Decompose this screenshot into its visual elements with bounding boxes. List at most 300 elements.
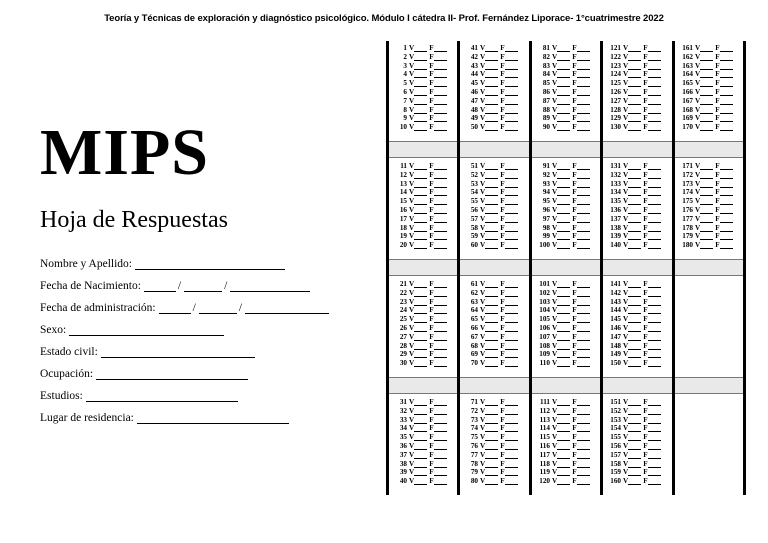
false-answer-blank[interactable] <box>505 180 518 188</box>
false-answer-blank[interactable] <box>648 333 661 341</box>
true-answer-blank[interactable] <box>485 106 498 114</box>
true-answer-blank[interactable] <box>628 241 641 249</box>
false-answer-blank[interactable] <box>648 106 661 114</box>
false-answer-blank[interactable] <box>577 433 590 441</box>
true-answer-blank[interactable] <box>485 324 498 332</box>
answer-item[interactable] <box>464 433 530 442</box>
true-answer-blank[interactable] <box>628 315 641 323</box>
false-answer-blank[interactable] <box>434 424 447 432</box>
answer-item[interactable] <box>679 114 745 123</box>
false-answer-blank[interactable] <box>505 188 518 196</box>
answer-item[interactable] <box>607 97 673 106</box>
true-answer-blank[interactable] <box>628 180 641 188</box>
false-answer-blank[interactable] <box>648 171 661 179</box>
answer-item[interactable] <box>393 224 459 233</box>
false-answer-blank[interactable] <box>577 70 590 78</box>
answer-item[interactable] <box>393 289 459 298</box>
false-answer-blank[interactable] <box>434 451 447 459</box>
true-answer-blank[interactable] <box>557 477 570 485</box>
true-answer-blank[interactable] <box>628 350 641 358</box>
answer-item[interactable] <box>607 162 673 171</box>
true-answer-blank[interactable] <box>700 180 713 188</box>
answer-item[interactable] <box>607 114 673 123</box>
answer-item[interactable] <box>607 298 673 307</box>
false-answer-blank[interactable] <box>434 79 447 87</box>
false-answer-blank[interactable] <box>505 416 518 424</box>
answer-item[interactable] <box>464 280 530 289</box>
false-answer-blank[interactable] <box>648 88 661 96</box>
false-answer-blank[interactable] <box>434 180 447 188</box>
false-answer-blank[interactable] <box>648 232 661 240</box>
answer-item[interactable] <box>464 232 530 241</box>
answer-item[interactable] <box>607 70 673 79</box>
answer-item[interactable] <box>393 197 459 206</box>
answer-item[interactable] <box>464 70 530 79</box>
answer-item[interactable] <box>464 44 530 53</box>
true-answer-blank[interactable] <box>700 241 713 249</box>
occupation-field[interactable] <box>40 358 329 380</box>
true-answer-blank[interactable] <box>628 460 641 468</box>
false-answer-blank[interactable] <box>434 114 447 122</box>
false-answer-blank[interactable] <box>577 350 590 358</box>
true-answer-blank[interactable] <box>557 324 570 332</box>
true-answer-blank[interactable] <box>557 79 570 87</box>
true-answer-blank[interactable] <box>628 416 641 424</box>
true-answer-blank[interactable] <box>557 88 570 96</box>
true-answer-blank[interactable] <box>628 324 641 332</box>
true-answer-blank[interactable] <box>485 70 498 78</box>
answer-item[interactable] <box>393 460 459 469</box>
true-answer-blank[interactable] <box>557 424 570 432</box>
true-answer-blank[interactable] <box>628 342 641 350</box>
true-answer-blank[interactable] <box>700 62 713 70</box>
true-answer-blank[interactable] <box>628 289 641 297</box>
false-answer-blank[interactable] <box>505 342 518 350</box>
false-answer-blank[interactable] <box>648 451 661 459</box>
false-answer-blank[interactable] <box>720 162 733 170</box>
false-answer-blank[interactable] <box>577 333 590 341</box>
answer-item[interactable] <box>393 180 459 189</box>
answer-item[interactable] <box>464 442 530 451</box>
false-answer-blank[interactable] <box>505 114 518 122</box>
false-answer-blank[interactable] <box>648 324 661 332</box>
true-answer-blank[interactable] <box>414 407 427 415</box>
answer-item[interactable] <box>393 171 459 180</box>
false-answer-blank[interactable] <box>577 79 590 87</box>
true-answer-blank[interactable] <box>557 188 570 196</box>
studies-line[interactable] <box>86 389 238 402</box>
true-answer-blank[interactable] <box>628 298 641 306</box>
false-answer-blank[interactable] <box>648 407 661 415</box>
answer-item[interactable] <box>679 171 745 180</box>
answer-item[interactable] <box>607 333 673 342</box>
true-answer-blank[interactable] <box>485 416 498 424</box>
answer-item[interactable] <box>536 477 602 486</box>
true-answer-blank[interactable] <box>485 123 498 131</box>
false-answer-blank[interactable] <box>577 106 590 114</box>
true-answer-blank[interactable] <box>414 460 427 468</box>
true-answer-blank[interactable] <box>557 97 570 105</box>
answer-item[interactable] <box>679 62 745 71</box>
answer-item[interactable] <box>464 359 530 368</box>
answer-item[interactable] <box>536 232 602 241</box>
false-answer-blank[interactable] <box>577 424 590 432</box>
true-answer-blank[interactable] <box>414 53 427 61</box>
false-answer-blank[interactable] <box>434 215 447 223</box>
true-answer-blank[interactable] <box>700 44 713 52</box>
true-answer-blank[interactable] <box>628 407 641 415</box>
answer-item[interactable] <box>679 88 745 97</box>
false-answer-blank[interactable] <box>434 359 447 367</box>
false-answer-blank[interactable] <box>505 442 518 450</box>
answer-item[interactable] <box>393 70 459 79</box>
false-answer-blank[interactable] <box>648 241 661 249</box>
false-answer-blank[interactable] <box>505 324 518 332</box>
name-field[interactable] <box>40 248 329 270</box>
true-answer-blank[interactable] <box>700 206 713 214</box>
answer-item[interactable] <box>393 315 459 324</box>
true-answer-blank[interactable] <box>628 188 641 196</box>
false-answer-blank[interactable] <box>577 298 590 306</box>
true-answer-blank[interactable] <box>485 97 498 105</box>
answer-item[interactable] <box>393 88 459 97</box>
true-answer-blank[interactable] <box>557 114 570 122</box>
false-answer-blank[interactable] <box>505 53 518 61</box>
false-answer-blank[interactable] <box>720 97 733 105</box>
answer-item[interactable] <box>679 241 745 250</box>
false-answer-blank[interactable] <box>434 206 447 214</box>
true-answer-blank[interactable] <box>628 215 641 223</box>
true-answer-blank[interactable] <box>414 306 427 314</box>
false-answer-blank[interactable] <box>577 224 590 232</box>
answer-item[interactable] <box>393 79 459 88</box>
false-answer-blank[interactable] <box>577 188 590 196</box>
true-answer-blank[interactable] <box>700 123 713 131</box>
answer-item[interactable] <box>393 44 459 53</box>
true-answer-blank[interactable] <box>414 350 427 358</box>
birth-date-field[interactable] <box>40 270 329 292</box>
false-answer-blank[interactable] <box>434 280 447 288</box>
false-answer-blank[interactable] <box>648 289 661 297</box>
answer-item[interactable] <box>607 241 673 250</box>
answer-item[interactable] <box>464 224 530 233</box>
answer-item[interactable] <box>679 162 745 171</box>
false-answer-blank[interactable] <box>648 215 661 223</box>
false-answer-blank[interactable] <box>434 306 447 314</box>
answer-item[interactable] <box>607 123 673 132</box>
true-answer-blank[interactable] <box>628 232 641 240</box>
false-answer-blank[interactable] <box>577 451 590 459</box>
true-answer-blank[interactable] <box>557 70 570 78</box>
answer-item[interactable] <box>393 298 459 307</box>
false-answer-blank[interactable] <box>720 197 733 205</box>
answer-item[interactable] <box>464 407 530 416</box>
false-answer-blank[interactable] <box>577 280 590 288</box>
answer-item[interactable] <box>464 97 530 106</box>
answer-item[interactable] <box>393 359 459 368</box>
answer-item[interactable] <box>607 407 673 416</box>
true-answer-blank[interactable] <box>485 241 498 249</box>
true-answer-blank[interactable] <box>700 97 713 105</box>
true-answer-blank[interactable] <box>557 53 570 61</box>
answer-item[interactable] <box>607 53 673 62</box>
false-answer-blank[interactable] <box>505 206 518 214</box>
false-answer-blank[interactable] <box>577 162 590 170</box>
false-answer-blank[interactable] <box>505 433 518 441</box>
true-answer-blank[interactable] <box>628 53 641 61</box>
answer-item[interactable] <box>536 460 602 469</box>
answer-item[interactable] <box>607 398 673 407</box>
true-answer-blank[interactable] <box>414 88 427 96</box>
answer-item[interactable] <box>393 350 459 359</box>
answer-item[interactable] <box>607 416 673 425</box>
answer-item[interactable] <box>679 180 745 189</box>
answer-item[interactable] <box>464 79 530 88</box>
false-answer-blank[interactable] <box>648 424 661 432</box>
answer-item[interactable] <box>536 162 602 171</box>
answer-item[interactable] <box>464 62 530 71</box>
true-answer-blank[interactable] <box>414 451 427 459</box>
true-answer-blank[interactable] <box>628 62 641 70</box>
answer-item[interactable] <box>607 342 673 351</box>
answer-item[interactable] <box>464 460 530 469</box>
false-answer-blank[interactable] <box>577 398 590 406</box>
false-answer-blank[interactable] <box>505 215 518 223</box>
false-answer-blank[interactable] <box>434 315 447 323</box>
answer-item[interactable] <box>536 197 602 206</box>
true-answer-blank[interactable] <box>557 460 570 468</box>
false-answer-blank[interactable] <box>720 206 733 214</box>
true-answer-blank[interactable] <box>414 324 427 332</box>
admin-month-line[interactable] <box>199 301 237 314</box>
answer-item[interactable] <box>607 433 673 442</box>
answer-item[interactable] <box>393 342 459 351</box>
answer-item[interactable] <box>393 468 459 477</box>
false-answer-blank[interactable] <box>505 407 518 415</box>
false-answer-blank[interactable] <box>720 79 733 87</box>
false-answer-blank[interactable] <box>505 333 518 341</box>
false-answer-blank[interactable] <box>720 171 733 179</box>
false-answer-blank[interactable] <box>505 350 518 358</box>
answer-item[interactable] <box>464 298 530 307</box>
false-answer-blank[interactable] <box>434 197 447 205</box>
false-answer-blank[interactable] <box>505 232 518 240</box>
false-answer-blank[interactable] <box>434 88 447 96</box>
false-answer-blank[interactable] <box>434 53 447 61</box>
true-answer-blank[interactable] <box>414 280 427 288</box>
answer-item[interactable] <box>464 324 530 333</box>
false-answer-blank[interactable] <box>434 241 447 249</box>
true-answer-blank[interactable] <box>557 342 570 350</box>
true-answer-blank[interactable] <box>485 306 498 314</box>
false-answer-blank[interactable] <box>577 442 590 450</box>
answer-item[interactable] <box>536 53 602 62</box>
false-answer-blank[interactable] <box>434 433 447 441</box>
answer-item[interactable] <box>679 224 745 233</box>
residence-line[interactable] <box>137 411 289 424</box>
false-answer-blank[interactable] <box>505 460 518 468</box>
false-answer-blank[interactable] <box>505 197 518 205</box>
true-answer-blank[interactable] <box>414 62 427 70</box>
false-answer-blank[interactable] <box>577 359 590 367</box>
true-answer-blank[interactable] <box>700 114 713 122</box>
false-answer-blank[interactable] <box>505 171 518 179</box>
true-answer-blank[interactable] <box>485 398 498 406</box>
admin-day-line[interactable] <box>159 301 191 314</box>
true-answer-blank[interactable] <box>485 451 498 459</box>
false-answer-blank[interactable] <box>720 114 733 122</box>
true-answer-blank[interactable] <box>628 224 641 232</box>
true-answer-blank[interactable] <box>628 451 641 459</box>
true-answer-blank[interactable] <box>414 97 427 105</box>
false-answer-blank[interactable] <box>434 62 447 70</box>
answer-item[interactable] <box>393 114 459 123</box>
answer-item[interactable] <box>536 424 602 433</box>
true-answer-blank[interactable] <box>628 70 641 78</box>
true-answer-blank[interactable] <box>557 197 570 205</box>
false-answer-blank[interactable] <box>505 280 518 288</box>
false-answer-blank[interactable] <box>648 350 661 358</box>
answer-item[interactable] <box>679 197 745 206</box>
false-answer-blank[interactable] <box>720 62 733 70</box>
answer-item[interactable] <box>536 206 602 215</box>
answer-item[interactable] <box>679 79 745 88</box>
answer-item[interactable] <box>607 224 673 233</box>
true-answer-blank[interactable] <box>414 188 427 196</box>
false-answer-blank[interactable] <box>648 359 661 367</box>
true-answer-blank[interactable] <box>557 333 570 341</box>
true-answer-blank[interactable] <box>628 171 641 179</box>
true-answer-blank[interactable] <box>485 407 498 415</box>
true-answer-blank[interactable] <box>700 188 713 196</box>
false-answer-blank[interactable] <box>434 289 447 297</box>
false-answer-blank[interactable] <box>505 97 518 105</box>
false-answer-blank[interactable] <box>648 224 661 232</box>
false-answer-blank[interactable] <box>577 180 590 188</box>
false-answer-blank[interactable] <box>577 324 590 332</box>
true-answer-blank[interactable] <box>414 206 427 214</box>
true-answer-blank[interactable] <box>485 289 498 297</box>
answer-item[interactable] <box>536 333 602 342</box>
true-answer-blank[interactable] <box>485 460 498 468</box>
answer-item[interactable] <box>393 188 459 197</box>
false-answer-blank[interactable] <box>505 298 518 306</box>
false-answer-blank[interactable] <box>648 180 661 188</box>
true-answer-blank[interactable] <box>414 114 427 122</box>
answer-item[interactable] <box>464 215 530 224</box>
admin-date-field[interactable] <box>40 292 329 314</box>
answer-item[interactable] <box>464 477 530 486</box>
false-answer-blank[interactable] <box>648 342 661 350</box>
true-answer-blank[interactable] <box>557 215 570 223</box>
true-answer-blank[interactable] <box>557 44 570 52</box>
true-answer-blank[interactable] <box>557 398 570 406</box>
true-answer-blank[interactable] <box>628 398 641 406</box>
answer-item[interactable] <box>393 398 459 407</box>
false-answer-blank[interactable] <box>434 123 447 131</box>
answer-item[interactable] <box>679 123 745 132</box>
true-answer-blank[interactable] <box>485 280 498 288</box>
false-answer-blank[interactable] <box>648 315 661 323</box>
answer-item[interactable] <box>607 468 673 477</box>
true-answer-blank[interactable] <box>485 433 498 441</box>
true-answer-blank[interactable] <box>414 44 427 52</box>
true-answer-blank[interactable] <box>628 197 641 205</box>
answer-item[interactable] <box>679 106 745 115</box>
false-answer-blank[interactable] <box>577 232 590 240</box>
answer-item[interactable] <box>536 188 602 197</box>
answer-item[interactable] <box>536 433 602 442</box>
true-answer-blank[interactable] <box>557 241 570 249</box>
false-answer-blank[interactable] <box>577 241 590 249</box>
false-answer-blank[interactable] <box>648 97 661 105</box>
true-answer-blank[interactable] <box>628 468 641 476</box>
false-answer-blank[interactable] <box>577 44 590 52</box>
true-answer-blank[interactable] <box>628 306 641 314</box>
true-answer-blank[interactable] <box>485 79 498 87</box>
answer-item[interactable] <box>607 315 673 324</box>
true-answer-blank[interactable] <box>557 106 570 114</box>
true-answer-blank[interactable] <box>414 442 427 450</box>
true-answer-blank[interactable] <box>414 215 427 223</box>
true-answer-blank[interactable] <box>557 280 570 288</box>
false-answer-blank[interactable] <box>505 88 518 96</box>
true-answer-blank[interactable] <box>628 79 641 87</box>
false-answer-blank[interactable] <box>434 70 447 78</box>
true-answer-blank[interactable] <box>414 315 427 323</box>
false-answer-blank[interactable] <box>720 88 733 96</box>
sex-field[interactable] <box>40 314 329 336</box>
false-answer-blank[interactable] <box>648 44 661 52</box>
false-answer-blank[interactable] <box>434 171 447 179</box>
answer-item[interactable] <box>607 324 673 333</box>
true-answer-blank[interactable] <box>485 188 498 196</box>
true-answer-blank[interactable] <box>414 289 427 297</box>
answer-item[interactable] <box>536 171 602 180</box>
true-answer-blank[interactable] <box>414 433 427 441</box>
true-answer-blank[interactable] <box>414 197 427 205</box>
true-answer-blank[interactable] <box>557 232 570 240</box>
true-answer-blank[interactable] <box>628 106 641 114</box>
true-answer-blank[interactable] <box>414 224 427 232</box>
answer-item[interactable] <box>607 44 673 53</box>
answer-item[interactable] <box>536 407 602 416</box>
false-answer-blank[interactable] <box>505 106 518 114</box>
answer-item[interactable] <box>536 468 602 477</box>
answer-item[interactable] <box>393 53 459 62</box>
answer-item[interactable] <box>393 433 459 442</box>
true-answer-blank[interactable] <box>414 232 427 240</box>
answer-item[interactable] <box>464 114 530 123</box>
false-answer-blank[interactable] <box>720 232 733 240</box>
answer-item[interactable] <box>607 359 673 368</box>
answer-item[interactable] <box>464 350 530 359</box>
true-answer-blank[interactable] <box>557 359 570 367</box>
true-answer-blank[interactable] <box>628 477 641 485</box>
answer-item[interactable] <box>464 197 530 206</box>
false-answer-blank[interactable] <box>505 162 518 170</box>
false-answer-blank[interactable] <box>720 44 733 52</box>
answer-item[interactable] <box>679 215 745 224</box>
false-answer-blank[interactable] <box>505 359 518 367</box>
true-answer-blank[interactable] <box>414 398 427 406</box>
false-answer-blank[interactable] <box>720 123 733 131</box>
false-answer-blank[interactable] <box>434 162 447 170</box>
answer-item[interactable] <box>607 424 673 433</box>
birth-year-line[interactable] <box>230 279 310 292</box>
false-answer-blank[interactable] <box>505 477 518 485</box>
answer-item[interactable] <box>607 180 673 189</box>
